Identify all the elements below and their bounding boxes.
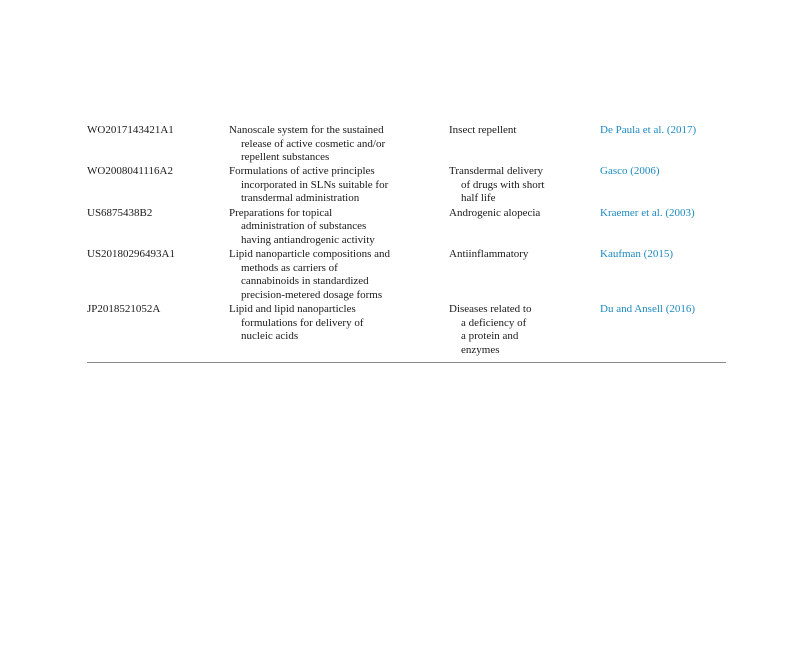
patent-id: JP2018521052A [87, 303, 161, 315]
application-line: of drugs with short [461, 178, 545, 191]
application [449, 303, 584, 358]
title-line: Nanoscale system for the sustained [229, 124, 384, 136]
title-line: repellent substances [241, 151, 330, 164]
title-line: transdermal administration [241, 192, 360, 205]
title-line: formulations for delivery of [241, 316, 364, 329]
title-line: methods as carriers of [241, 261, 338, 274]
title-line: release of active cosmetic and/or [241, 137, 386, 150]
title-line: Preparations for topical [229, 206, 333, 219]
title-line: Formulations of active principles [229, 165, 375, 177]
patent-title [229, 165, 429, 206]
table-bottom-rule [87, 362, 726, 363]
application [449, 124, 584, 138]
patent-title [229, 303, 429, 344]
application-line: a deficiency of [461, 316, 527, 329]
application-line: enzymes [461, 344, 500, 357]
patent-title [229, 207, 429, 248]
title-line: administration of substances [241, 220, 367, 233]
application-line: Diseases related to [449, 303, 532, 315]
patent-title [229, 124, 429, 165]
table-row [87, 248, 726, 303]
application-line: Antiinflammatory [449, 248, 529, 260]
patent-title [229, 248, 429, 303]
table-row [87, 124, 726, 165]
reference-link[interactable]: De Paula et al. (2017) [600, 124, 697, 136]
application-line: a protein and [461, 330, 519, 343]
reference-link[interactable]: Gasco (2006) [600, 165, 660, 177]
application [449, 165, 584, 206]
title-line: precision-metered dosage forms [241, 289, 383, 302]
application [449, 248, 584, 262]
application-line: Androgenic alopecia [449, 206, 541, 219]
title-line: incorporated in SLNs suitable for [241, 178, 389, 191]
reference-link[interactable]: Kaufman (2015) [600, 248, 674, 260]
table-row [87, 207, 726, 249]
application-line: Insect repellent [449, 124, 517, 136]
patent-table [87, 124, 726, 358]
patent-id: WO2017143421A1 [87, 124, 174, 136]
title-line: having antiandrogenic activity [241, 233, 375, 246]
patent-id: WO2008041116A2 [87, 165, 173, 177]
table-row [87, 165, 726, 207]
title-line: nucleic acids [241, 330, 299, 343]
reference-link[interactable]: Du and Ansell (2016) [600, 303, 696, 315]
table-row [87, 303, 726, 358]
application-line: Transdermal delivery [449, 165, 543, 177]
title-line: Lipid and lipid nanoparticles [229, 303, 356, 315]
title-line: cannabinoids in standardized [241, 275, 369, 288]
patent-id: US20180296493A1 [87, 248, 176, 260]
application-line: half life [461, 192, 496, 205]
patent-id: US6875438B2 [87, 206, 153, 219]
title-line: Lipid nanoparticle compositions and [229, 248, 390, 260]
reference-link[interactable]: Kraemer et al. (2003) [600, 206, 695, 219]
application [449, 207, 584, 221]
